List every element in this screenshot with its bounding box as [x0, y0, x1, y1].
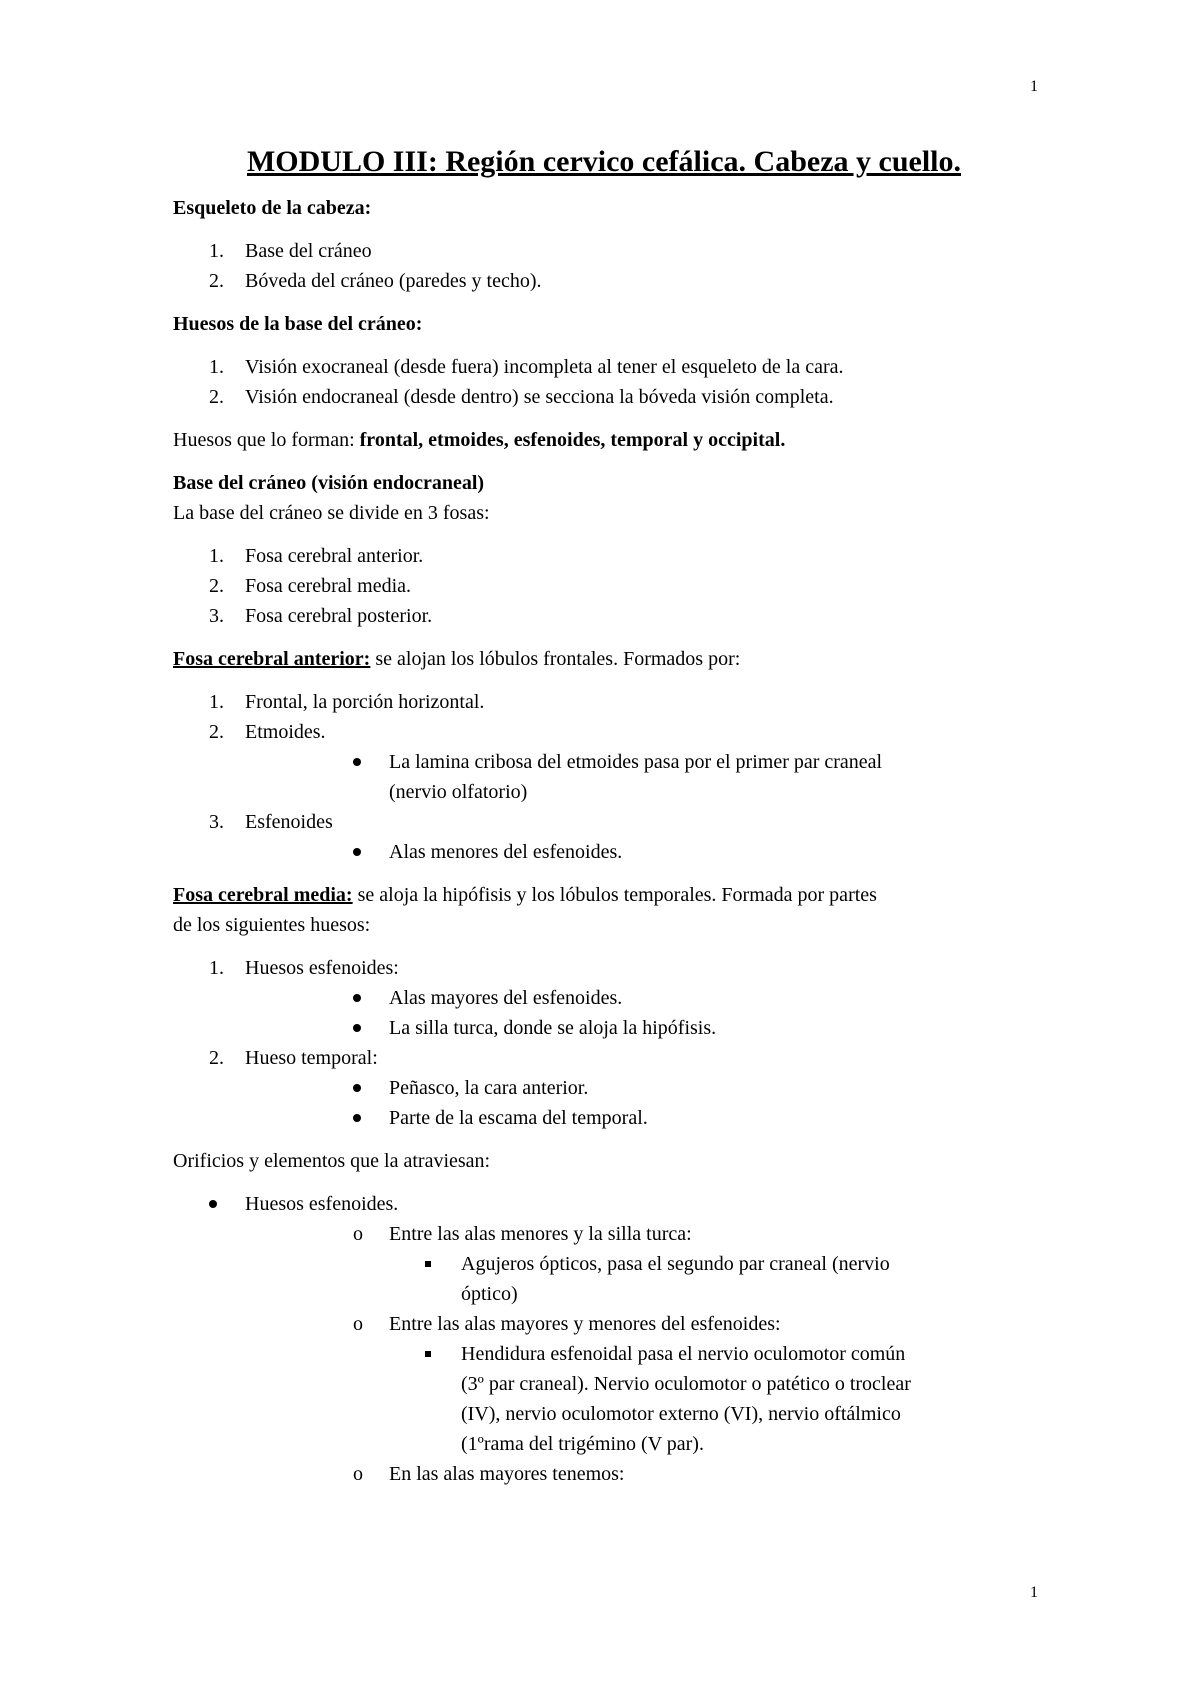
list-item: 2. Hueso temporal:: [209, 1047, 378, 1069]
paragraph-fosa-anterior: Fosa cerebral anterior: se alojan los lóbulos frontales. Formados por:: [173, 648, 741, 670]
list-item: 2. Etmoides.: [209, 721, 326, 743]
square-bullet-icon: [425, 1261, 431, 1267]
list-item: 2. Fosa cerebral media.: [209, 575, 412, 597]
circle-bullet-icon: o: [353, 1313, 363, 1335]
list-item-continuation: (nervio olfatorio): [389, 781, 528, 803]
list-item: 1. Frontal, la porción horizontal.: [209, 691, 485, 713]
bullet-icon: [209, 1200, 217, 1208]
list-item: 1. Base del cráneo: [209, 240, 372, 262]
list-item: o Entre las alas menores y la silla turca:: [173, 1219, 1035, 1249]
list-item: Hendidura esfenoidal pasa el nervio oculomotor común: [173, 1339, 1035, 1369]
circle-bullet-icon: o: [353, 1223, 363, 1245]
section-heading-esqueleto: Esqueleto de la cabeza:: [173, 197, 372, 219]
list-item: Huesos esfenoides.: [173, 1189, 1035, 1219]
paragraph-huesos-forman: Huesos que lo forman: frontal, etmoides, esfenoides, temporal y occipital.: [173, 429, 786, 451]
list-item: 1. Visión exocraneal (desde fuera) incompleta al tener el esqueleto de la cara.: [209, 356, 844, 378]
list-item-continuation: óptico): [461, 1283, 518, 1305]
bullet-icon: [353, 848, 361, 856]
list-item: La silla turca, donde se aloja la hipófisis.: [173, 1013, 1035, 1043]
page-number-bottom: 1: [1030, 1584, 1038, 1601]
bullet-icon: [353, 994, 361, 1002]
section-heading-base-endocraneal: Base del cráneo (visión endocraneal): [173, 472, 485, 494]
bullet-icon: [353, 1114, 361, 1122]
list-item: 1. Huesos esfenoides:: [209, 957, 399, 979]
paragraph-orificios: Orificios y elementos que la atraviesan:: [173, 1150, 491, 1172]
list-item: 3. Esfenoides: [209, 811, 333, 833]
list-item: 2. Visión endocraneal (desde dentro) se secciona la bóveda visión completa.: [209, 386, 834, 408]
list-item: La lamina cribosa del etmoides pasa por el primer par craneal: [173, 747, 1035, 777]
list-item: o Entre las alas mayores y menores del esfenoides:: [173, 1309, 1035, 1339]
list-item: 2. Bóveda del cráneo (paredes y techo).: [209, 270, 542, 292]
list-item-continuation: (1ºrama del trigémino (V par).: [461, 1433, 704, 1455]
bullet-icon: [353, 1024, 361, 1032]
bullet-icon: [353, 758, 361, 766]
paragraph-fosas-intro: La base del cráneo se divide en 3 fosas:: [173, 502, 490, 524]
paragraph-fosa-media: Fosa cerebral media: se aloja la hipófisis y los lóbulos temporales. Formada por partes: [173, 884, 877, 906]
list-item: 3. Fosa cerebral posterior.: [209, 605, 433, 627]
circle-bullet-icon: o: [353, 1463, 363, 1485]
list-item: 1. Fosa cerebral anterior.: [209, 545, 424, 567]
list-item: Parte de la escama del temporal.: [173, 1103, 1035, 1133]
square-bullet-icon: [425, 1351, 431, 1357]
list-item: Peñasco, la cara anterior.: [173, 1073, 1035, 1103]
section-heading-huesos-base: Huesos de la base del cráneo:: [173, 313, 423, 335]
list-item-continuation: (3º par craneal). Nervio oculomotor o patético o troclear: [461, 1373, 911, 1395]
list-item: Agujeros ópticos, pasa el segundo par craneal (nervio: [173, 1249, 1035, 1279]
bullet-icon: [353, 1084, 361, 1092]
paragraph-fosa-media-cont: de los siguientes huesos:: [173, 914, 371, 936]
list-item-continuation: (IV), nervio oculomotor externo (VI), nervio oftálmico: [461, 1403, 901, 1425]
document-body: [173, 145, 1035, 1489]
page-title: MODULO III: Región cervico cefálica. Cabeza y cuello.: [246, 145, 961, 178]
page-number-top: 1: [1030, 78, 1038, 95]
list-item: Alas mayores del esfenoides.: [173, 983, 1035, 1013]
list-item: Alas menores del esfenoides.: [173, 837, 1035, 867]
list-item: o En las alas mayores tenemos:: [173, 1459, 1035, 1489]
